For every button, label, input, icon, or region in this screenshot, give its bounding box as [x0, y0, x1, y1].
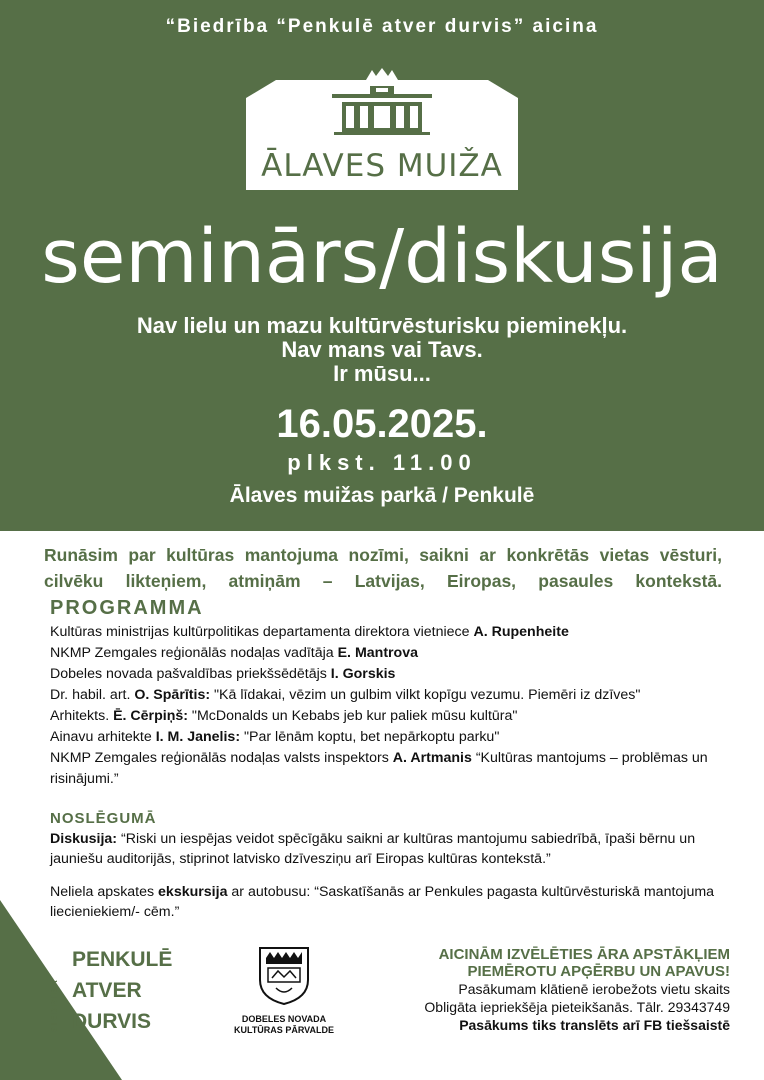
item-text: Dobeles novada pašvaldības priekšsēdētājs — [50, 666, 331, 682]
inviter-text: “Biedrība “Penkulē atver durvis” aicina — [165, 16, 599, 37]
tour-post: ar autobusu: “Saskatīšanās ar Penkules pagasta kultūrvēsturiskā mantojuma liecieniekiem/- cēm.” — [50, 884, 715, 920]
notice-line: Pasākumam klātienē ierobežots vietu skaits — [458, 981, 730, 997]
org-vertical-label: BIEDRĪBA — [50, 978, 59, 1033]
slogan-line: Ir mūsu... — [333, 361, 431, 386]
speaker-name: O. Spārītis: — [134, 687, 211, 703]
item-text: "Kā līdakai, vēzim un gulbim vilkt kopīgu vezumu. Piemēri iz dzīves" — [210, 687, 641, 703]
event-place: Ālaves muižas parkā / Penkulē — [229, 484, 535, 507]
dept-logo-text — [200, 1014, 368, 1036]
programme-title: PROGRAMMA — [50, 597, 204, 619]
speaker-name: A. Artmanis — [392, 750, 472, 766]
programme-item — [50, 622, 740, 643]
slogan-line: Nav lielu un mazu kultūrvēsturisku pieminekļu. — [136, 313, 628, 338]
item-text: "McDonalds un Kebabs jeb kur paliek mūsu kultūra" — [187, 708, 518, 724]
dept-line: DOBELES NOVADA — [241, 1014, 327, 1024]
notice-green-line: PIEMĒROTU APĢĒRBU UN APAVUS! — [467, 963, 730, 980]
closing-text — [50, 829, 730, 869]
intro-line: Runāsim par kultūras mantojuma nozīmi, saikni ar konkrētās vietas vēsturi, — [44, 545, 722, 565]
header-panel — [0, 0, 764, 531]
dept-line: KULTŪRAS PĀRVALDE — [233, 1025, 334, 1035]
programme-item — [50, 664, 740, 685]
slogan-line: Nav mans vai Tavs. — [281, 337, 483, 362]
speaker-name: E. Mantrova — [337, 645, 419, 661]
org-logo-line: ATVER — [72, 979, 142, 1002]
programme-item — [50, 685, 740, 706]
programme-list — [50, 622, 740, 790]
event-date: 16.05.2025. — [276, 402, 488, 446]
programme-item — [50, 727, 740, 748]
notice-green-line: AICINĀM IZVĒLĒTIES ĀRA APSTĀKĻIEM — [438, 946, 730, 963]
org-logo — [72, 944, 173, 1037]
closing-label: Diskusija: — [50, 831, 118, 847]
item-text: NKMP Zemgales reģionālās nodaļas vadītāja — [50, 645, 338, 661]
item-text: Arhitekts. — [50, 708, 114, 724]
item-text: Kultūras ministrijas kultūrpolitikas departamenta direktora vietniece — [50, 624, 474, 640]
event-title: seminārs/diskusija — [41, 214, 723, 300]
speaker-name: A. Rupenheite — [473, 624, 569, 640]
item-text: “Kultūras mantojums – problēmas un risinājumi.” — [50, 750, 708, 787]
coat-of-arms-icon — [256, 944, 312, 1006]
item-text: "Par lēnām koptu, bet nepārkoptu parku" — [240, 729, 500, 745]
notice-bold-line: Pasākums tiks translēts arī FB tiešsaistē — [459, 1017, 730, 1033]
speaker-name: I. Gorskis — [330, 666, 396, 682]
slogan — [0, 314, 764, 386]
intro-line: cilvēku likteņiem, atmiņām – Latvijas, Eiropas, pasaules kontekstā. — [44, 571, 722, 591]
closing-body: “Riski un iespējas veidot spēcīgāku saikni ar kultūras mantojumu sabiedrībā, īpaši bērnu un jauniešu auditorijās, stiprinot latvisko dzīvesziņu arī Eiropas kultūras kontekstā.” — [50, 831, 696, 867]
programme-item — [50, 706, 740, 727]
notice-block — [368, 946, 730, 1034]
programme-item — [50, 643, 740, 664]
speaker-name: I. M. Janelis: — [155, 729, 241, 745]
item-text: Ainavu arhitekte — [50, 729, 156, 745]
item-text: Dr. habil. art. — [50, 687, 135, 703]
notice-line: Obligāta iepriekšēja pieteikšanās. Tālr. 29343749 — [424, 999, 730, 1015]
tour-text — [50, 882, 730, 922]
programme-item — [50, 748, 740, 790]
speaker-name: Ē. Cērpiņš: — [113, 708, 188, 724]
org-logo-line: PENKULĒ — [72, 948, 173, 971]
tour-pre: Neliela apskates — [50, 884, 159, 900]
tour-bold: ekskursija — [158, 884, 228, 900]
closing-title: NOSLĒGUMĀ — [50, 810, 157, 827]
event-time: plkst. 11.00 — [287, 450, 477, 475]
intro-text — [44, 542, 722, 594]
org-logo-line: DURVIS — [72, 1010, 151, 1033]
item-text: NKMP Zemgales reģionālās nodaļas valsts inspektors — [50, 750, 393, 766]
logo-text: ĀLAVES MUIŽA — [261, 148, 503, 184]
